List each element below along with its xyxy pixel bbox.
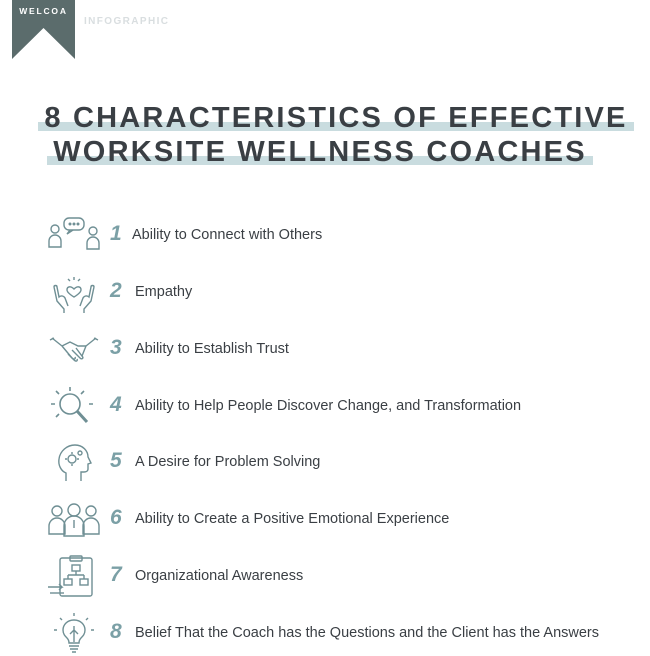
item-label: Ability to Establish Trust — [135, 341, 289, 357]
org-chart-clipboard-icon — [46, 555, 102, 599]
item-number: 3 — [110, 336, 122, 359]
handshake-icon — [46, 328, 102, 372]
item-label: Organizational Awareness — [135, 568, 304, 584]
magnifier-icon — [46, 385, 102, 429]
item-number: 4 — [110, 393, 122, 416]
item-label: Ability to Connect with Others — [132, 227, 323, 243]
lightbulb-icon — [46, 612, 102, 656]
people-talking-icon — [46, 214, 102, 258]
item-label: Ability to Create a Positive Emotional Experience — [135, 511, 450, 527]
page-title — [0, 101, 650, 169]
item-number: 7 — [110, 563, 122, 586]
team-icon — [46, 498, 102, 542]
title-line-2: WORKSITE WELLNESS COACHES — [47, 135, 593, 169]
item-label: Belief That the Coach has the Questions and the Client has the Answers — [135, 625, 600, 641]
welcoa-logo — [12, 0, 75, 59]
item-number: 5 — [110, 449, 122, 472]
item-number: 6 — [110, 506, 122, 529]
item-number: 2 — [110, 279, 122, 302]
item-label: Empathy — [135, 284, 193, 300]
title-line-1: 8 CHARACTERISTICS OF EFFECTIVE — [38, 101, 633, 135]
item-number: 1 — [110, 222, 122, 245]
category-label: INFOGRAPHIC — [84, 16, 170, 27]
hands-heart-icon — [46, 271, 102, 315]
head-gears-icon — [46, 441, 102, 485]
item-label: Ability to Help People Discover Change, and Transformation — [135, 398, 522, 414]
logo-text: WELCOA — [19, 6, 68, 16]
item-label: A Desire for Problem Solving — [135, 454, 321, 470]
item-number: 8 — [110, 620, 122, 643]
